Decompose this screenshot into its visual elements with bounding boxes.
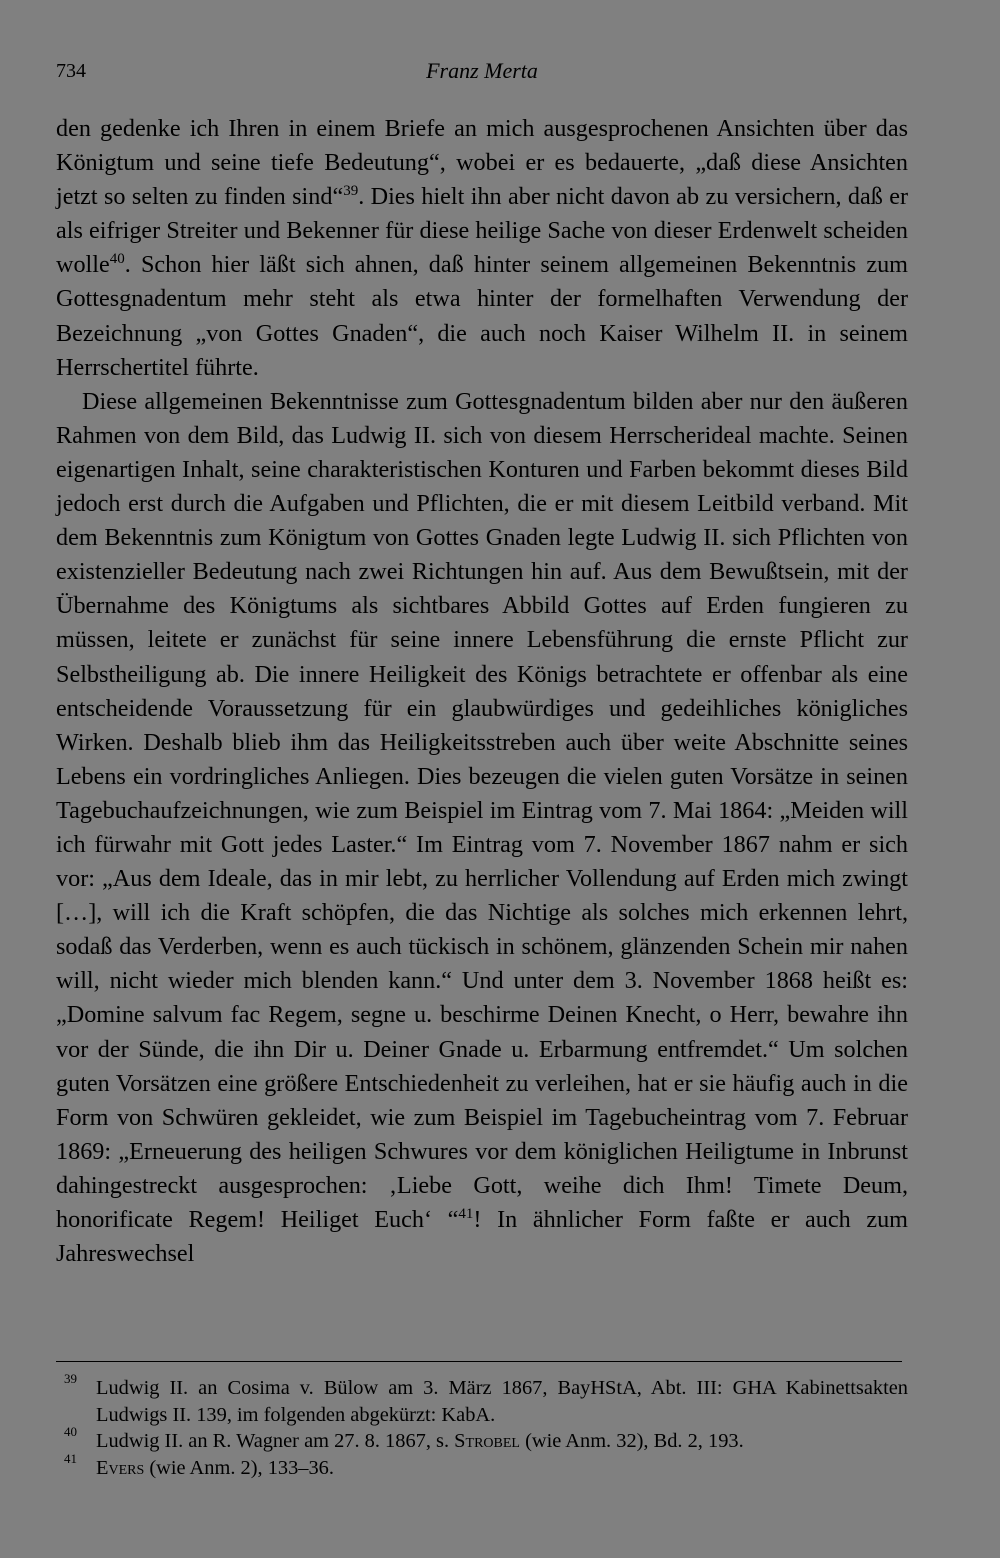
footnote-author: Strobel bbox=[454, 1430, 520, 1452]
paragraph-1 bbox=[56, 112, 908, 385]
footnote-39 bbox=[56, 1371, 908, 1428]
paragraph-2-text-a: Diese allgemeinen Bekenntnisse zum Gottesgnadentum bilden aber nur den äußeren Rahmen von dem Bild, das Ludwig II. sich von diesem Herrscherideal machte. Seinen eigenartigen Inhalt, seine charakteristischen Konturen und Farben bekommt dieses Bild jedoch erst durch die Aufgaben und Pflichten, die er mit diesem Leitbild verband. Mit dem Bekenntnis zum Königtum von Gottes Gnaden legte Ludwig II. sich Pflichten von existenzieller Bedeutung nach zwei Richtungen hin auf. Aus dem Bewußtsein, mit der Übernahme des Königtums als sichtbares Abbild Gottes auf Erden fungieren zu müssen, leitete er zunächst für seine innere Lebensführung die ernste Pflicht zur Selbstheiligung ab. Die innere Heiligkeit des Königs betrachtete er offenbar als eine entscheidende Voraussetzung für ein glaubwürdiges und gedeihliches königliches Wirken. Deshalb blieb ihm das Heiligkeitsstreben auch über weite Abschnitte seines Lebens ein vordringliches Anliegen. Dies bezeugen die vielen guten Vorsätze in seinen Tagebuchaufzeichnungen, wie zum Beispiel im Eintrag vom 7. Mai 1864: „Meiden will ich fürwahr mit Gott jedes Laster.“ Im Eintrag vom 7. November 1867 nahm er sich vor: „Aus dem Ideale, das in mir lebt, zu herrlicher Vollendung auf Erden mich zwingt […], will ich die Kraft schöpfen, die das Nichtige als solches mich erkennen lehrt, sodaß das Verderben, wenn es auch tückisch in schönem, glänzenden Schein mir nahen will, nicht wieder mich blenden kann.“ Und unter dem 3. November 1868 heißt es: „Domine salvum fac Regem, segne u. beschirme Deinen Knecht, o Herr, bewahre ihn vor der Sünde, die ihn Dir u. Deiner Gnade u. Erbarmung entfremdet.“ Um solchen guten Vorsätzen eine größere Entschiedenheit zu verleihen, hat er sie häufig auch in die Form von Schwüren gekleidet, wie zum Beispiel im Tagebucheintrag vom 7. Februar 1869: „Erneuerung des heiligen Schwures vor dem königlichen Heiligtume in Inbrunst dahingestreckt ausgesprochen: ‚Liebe Gott, weihe dich Ihm! Timete Deum, honorificate Regem! Heiliget Euch‘ “ bbox=[56, 387, 908, 1233]
footnote-divider bbox=[56, 1361, 902, 1362]
footnote-41 bbox=[56, 1450, 908, 1482]
footnotes bbox=[56, 1371, 908, 1481]
paragraph-1-text-a: den gedenke ich Ihren in einem Briefe an mich ausgesprochenen Ansichten über das Königtum und seine tiefe Bedeutung“, wobei er es bedauerte, „daß diese Ansichten jetzt so selten zu finden sind“ bbox=[56, 115, 908, 211]
footnote-number: 40 bbox=[64, 1424, 77, 1439]
paragraph-2 bbox=[56, 385, 908, 1271]
page-number: 734 bbox=[56, 60, 86, 82]
footnote-text-tail: (wie Anm. 2), 133–36. bbox=[144, 1456, 334, 1479]
footnote-number: 39 bbox=[64, 1371, 77, 1386]
footnote-ref-40: 40 bbox=[109, 251, 125, 268]
body-text bbox=[56, 112, 908, 1271]
page-header bbox=[56, 56, 908, 90]
footnote-ref-41: 41 bbox=[458, 1206, 474, 1222]
running-title: Franz Merta bbox=[426, 58, 538, 83]
footnote-text: Ludwig II. an R. Wagner am 27. 8. 1867, s. bbox=[96, 1430, 455, 1452]
paragraph-2-text-b: ! In ähnlicher Form faßte er auch zum Jahreswechsel bbox=[56, 1206, 908, 1268]
footnote-text: Ludwig II. an Cosima v. Bülow am 3. März 1867, BayHStA, Abt. III: GHA Kabinettsakten Ludwigs II. 139, im folgenden abgekürzt: KabA. bbox=[96, 1377, 908, 1426]
footnote-number: 41 bbox=[64, 1450, 77, 1466]
footnote-ref-39: 39 bbox=[343, 183, 359, 200]
paragraph-1-text-b: . Dies hielt ihn aber nicht davon ab zu versichern, daß er als eifriger Streiter und Bekenner für diese heilige Sache von dieser Erdenwelt scheiden wolle bbox=[56, 183, 908, 279]
footnote-text-tail: (wie Anm. 32), Bd. 2, 193. bbox=[519, 1430, 744, 1452]
footnote-40 bbox=[56, 1424, 908, 1455]
paragraph-1-text-c: . Schon hier läßt sich ahnen, daß hinter seinem allgemeinen Bekenntnis zum Gottesgnadentum mehr steht als etwa hinter der formelhaften Verwendung der Bezeichnung „von Gottes Gnaden“, die auch noch Kaiser Wilhelm II. in seinem Herrschertitel führte. bbox=[56, 251, 908, 381]
footnote-author: Evers bbox=[96, 1456, 145, 1479]
